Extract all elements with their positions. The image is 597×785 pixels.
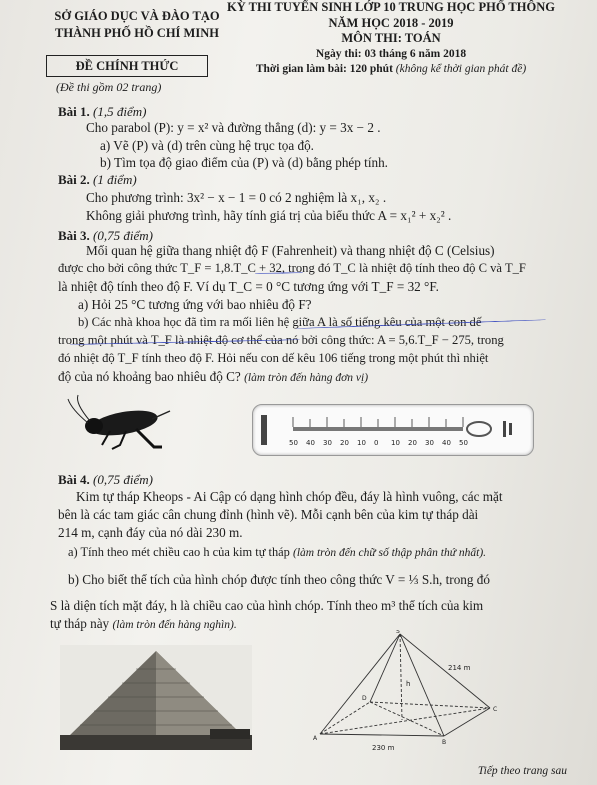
bai4-part-b-3	[50, 616, 237, 632]
bai3-part-b-2: trong một phút và T_F là nhiệt độ cơ thể của nó bởi công thức: A = 5,6.T_F − 275, trong	[58, 333, 504, 347]
thermo-tick-label: 20	[408, 439, 417, 447]
label-c: C	[493, 706, 498, 713]
bai3-part-b-4	[58, 369, 368, 385]
thermo-tick-label: 20	[340, 439, 349, 447]
label-d: D	[362, 695, 367, 702]
bai3-points: (0,75 điểm)	[93, 228, 153, 243]
bai3-line-1: Mối quan hệ giữa thang nhiệt độ F (Fahrenheit) và thang nhiệt độ C (Celsius)	[86, 243, 495, 258]
bai4-a-text: a) Tính theo mét chiều cao h của kim tự tháp	[68, 545, 290, 559]
bai1-intro: Cho parabol (P): y = x² và đường thẳng (d): y = 3x − 2 .	[86, 120, 381, 135]
pyramid-photo	[60, 645, 252, 750]
bai4-b3-note: (làm tròn đến hàng nghìn).	[112, 619, 237, 631]
bai2-task: Không giải phương trình, hãy tính giá trị của biểu thức A = x₁² + x₂² .	[86, 208, 452, 223]
thermo-tick-label: 0	[374, 439, 379, 447]
bai4-line-2: bên là các tam giác cân chung đỉnh (hình vẽ). Mỗi cạnh bên của kim tự tháp dài	[58, 507, 479, 522]
subject: MÔN THI: TOÁN	[341, 31, 441, 45]
bai3-line-3: là nhiệt độ tính theo độ F. Ví dụ T_C = 0 °C tương ứng với T_F = 32 °F.	[58, 279, 439, 294]
exam-duration	[226, 62, 556, 78]
bai3-heading	[58, 228, 153, 244]
bai4-part-a	[68, 545, 486, 560]
department-header	[42, 8, 232, 42]
bai3-part-b-1: b) Các nhà khoa học đã tìm ra mối liên hệ giữa A là số tiếng kêu của một con dế	[78, 315, 482, 329]
bai3-line-2: được cho bởi công thức T_F = 1,8.T_C + 32, trong đó T_C là nhiệt độ tính theo độ C và T_F	[58, 261, 526, 275]
label-a: A	[313, 735, 318, 742]
bai4-b3-text: tự tháp này	[50, 616, 110, 631]
bai4-part-b-2: S là diện tích mặt đáy, h là chiều cao của hình chóp. Tính theo m³ thể tích của kim	[50, 598, 484, 613]
thermo-tick-label: 10	[357, 439, 366, 447]
duration-note: (không kể thời gian phát đề)	[395, 63, 527, 75]
bai2-intro: Cho phương trình: 3x² − x − 1 = 0 có 2 nghiệm là x₁, x₂ .	[86, 190, 387, 205]
base-label: 230 m	[372, 744, 395, 752]
thermometer-image	[252, 404, 534, 456]
bai3-part-b-3: đó nhiệt độ T_F tính theo độ F. Hỏi nếu con dế kêu 106 tiếng trong một phút thì nhiệt	[58, 351, 489, 365]
pyramid-diagram	[312, 630, 512, 755]
edge-label: 214 m	[448, 664, 471, 672]
bai3-b4-text: độ của nó khoảng bao nhiêu độ C?	[58, 369, 241, 384]
bai4-points: (0,75 điểm)	[93, 472, 153, 487]
bai3-b4-note: (làm tròn đến hàng đơn vị)	[244, 372, 369, 384]
bai1-part-b: b) Tìm tọa độ giao điểm của (P) và (d) bằng phép tính.	[100, 155, 388, 170]
bai4-a-note: (làm tròn đến chữ số thập phân thứ nhất).	[293, 547, 487, 559]
school-year: NĂM HỌC 2018 - 2019	[328, 15, 454, 30]
thermo-tick-label: 30	[425, 439, 434, 447]
bai2-heading	[58, 172, 137, 188]
bai4-line-3: 214 m, cạnh đáy của nó dài 230 m.	[58, 525, 243, 540]
bai4-part-b-1: b) Cho biết thể tích của hình chóp được tính theo công thức V = ⅓ S.h, trong đó	[68, 572, 490, 587]
thermo-tick-label: 40	[306, 439, 315, 447]
label-b: B	[442, 739, 447, 746]
thermo-tick-label: 40	[442, 439, 451, 447]
official-label: ĐỀ CHÍNH THỨC	[46, 55, 208, 77]
cricket-image	[66, 393, 176, 453]
exam-header	[226, 0, 556, 78]
bai3-title: Bài 3.	[58, 228, 90, 243]
bai2-points: (1 điểm)	[93, 172, 137, 187]
height-label: h	[406, 680, 411, 688]
pages-note: (Đề thi gồm 02 trang)	[56, 80, 162, 94]
thermo-tick-label: 30	[323, 439, 332, 447]
bai1-points: (1,5 điểm)	[93, 104, 147, 119]
bai4-heading	[58, 472, 153, 488]
exam-date: Ngày thi: 03 tháng 6 năm 2018	[315, 47, 467, 60]
dept-line-2: THÀNH PHỐ HỒ CHÍ MINH	[55, 26, 219, 40]
duration-text: Thời gian làm bài: 120 phút	[255, 63, 393, 75]
thermo-tick-label: 50	[459, 439, 468, 447]
bai3-part-a: a) Hỏi 25 °C tương ứng với bao nhiêu độ F?	[78, 297, 312, 312]
next-page-note: Tiếp theo trang sau	[477, 765, 567, 777]
bai1-part-a: a) Vẽ (P) và (d) trên cùng hệ trục tọa độ.	[100, 138, 314, 153]
bai1-title: Bài 1.	[58, 104, 90, 119]
label-s: S	[396, 630, 400, 635]
bai2-title: Bài 2.	[58, 172, 90, 187]
thermo-tick-label: 50	[289, 439, 298, 447]
bai4-line-1: Kim tự tháp Kheops - Ai Cập có dạng hình chóp đều, đáy là hình vuông, các mặt	[76, 489, 503, 504]
exam-title: KỲ THI TUYỂN SINH LỚP 10 TRUNG HỌC PHỔ THÔNG	[227, 0, 555, 14]
thermo-tick-label: 10	[391, 439, 400, 447]
bai1-heading	[58, 104, 146, 120]
bai4-title: Bài 4.	[58, 472, 90, 487]
thermometer-scale	[253, 405, 533, 455]
dept-line-1: SỞ GIÁO DỤC VÀ ĐÀO TẠO	[54, 9, 220, 23]
